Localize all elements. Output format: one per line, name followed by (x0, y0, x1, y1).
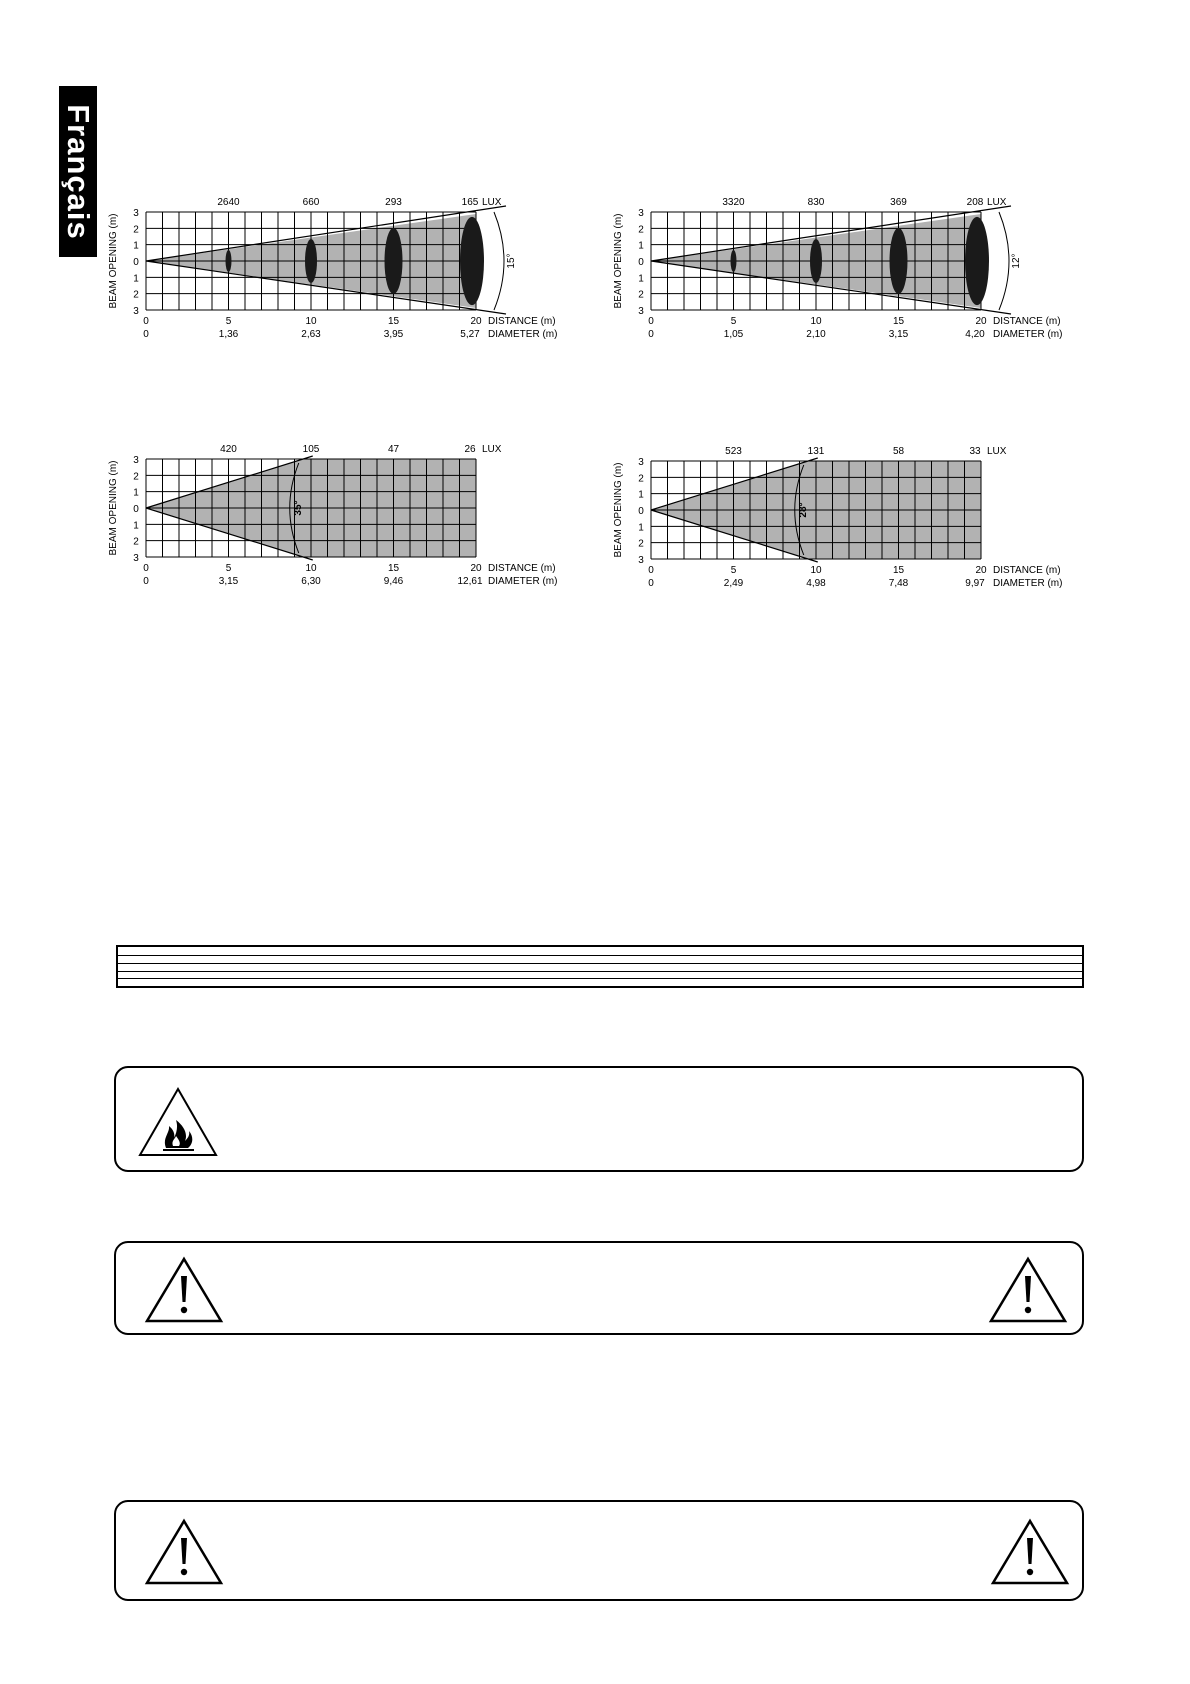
diameter-tick: 5,27 (460, 329, 480, 340)
distance-tick: 5 (730, 565, 737, 576)
y-tick-label: 1 (133, 520, 139, 532)
lux-value: 523 (725, 446, 742, 457)
beam-spot (226, 250, 232, 272)
diameter-tick: 9,46 (383, 576, 404, 587)
diameter-tick: 0 (648, 578, 654, 589)
exclamation-warning-icon (988, 1256, 1068, 1324)
diameter-tick: 4,20 (965, 329, 985, 340)
y-axis-label: BEAM OPENING (m) (613, 462, 624, 558)
lux-value: 165 (461, 197, 479, 208)
lux-value: 47 (387, 444, 400, 455)
caution-box-1 (114, 1241, 1084, 1335)
beam-chart-28deg (613, 443, 1083, 595)
beam-angle-label: 28° (797, 502, 809, 518)
diameter-label: DIAMETER (m) (488, 329, 558, 340)
beam-angle-label: 12° (1011, 253, 1022, 269)
y-tick-label: 1 (133, 487, 139, 499)
beam-angle-label: 35° (292, 500, 304, 516)
y-tick-label: 1 (133, 240, 139, 252)
y-tick-label: 2 (638, 473, 644, 485)
y-tick-label: 1 (638, 522, 644, 534)
y-axis-label: BEAM OPENING (m) (613, 213, 624, 309)
beam-spot (890, 228, 908, 294)
diameter-label: DIAMETER (m) (993, 329, 1063, 340)
lux-value: 660 (302, 197, 320, 208)
beam-spot (460, 217, 484, 305)
y-tick-label: 3 (133, 455, 139, 466)
angle-arc (494, 212, 504, 310)
beam-chart-svg (613, 194, 1083, 346)
distance-tick: 15 (892, 565, 905, 576)
distance-tick: 10 (305, 563, 317, 574)
distance-tick: 15 (892, 316, 905, 327)
distance-label: DISTANCE (m) (488, 563, 556, 574)
beam-spot (731, 250, 737, 272)
y-axis-label: BEAM OPENING (m) (108, 213, 119, 309)
empty-table-strip (116, 945, 1084, 988)
y-tick-label: 3 (638, 208, 644, 219)
distance-tick: 15 (387, 316, 400, 327)
distance-tick: 0 (143, 563, 149, 574)
lux-value: 3320 (722, 197, 745, 208)
diameter-tick: 0 (143, 329, 149, 340)
lux-value: 26 (464, 444, 476, 455)
distance-tick: 5 (730, 316, 737, 327)
beam-chart-12deg (613, 194, 1083, 346)
beam-spot (305, 239, 317, 283)
distance-label: DISTANCE (m) (488, 316, 556, 327)
diameter-tick: 7,48 (888, 578, 909, 589)
diameter-tick: 3,15 (218, 576, 239, 587)
distance-tick: 0 (143, 316, 149, 327)
diameter-tick: 12,61 (457, 576, 483, 587)
beam-spot (965, 217, 989, 305)
diameter-tick: 1,36 (218, 329, 239, 340)
y-tick-label: 2 (638, 289, 644, 301)
distance-tick: 20 (470, 316, 482, 327)
lux-unit: LUX (482, 197, 502, 208)
distance-tick: 10 (810, 565, 822, 576)
beam-spot (810, 239, 822, 283)
beam-chart-svg (108, 441, 578, 593)
lux-value: 33 (969, 446, 981, 457)
y-tick-label: 2 (133, 289, 139, 301)
y-tick-label: 0 (638, 506, 644, 517)
diameter-tick: 2,49 (723, 578, 744, 589)
diameter-tick: 4,98 (806, 578, 826, 589)
exclamation-warning-icon (990, 1518, 1070, 1586)
beam-chart-svg (613, 443, 1083, 595)
beam-angle-label: 15° (506, 253, 517, 269)
y-tick-label: 2 (638, 538, 644, 550)
diameter-tick: 3,15 (888, 329, 909, 340)
y-tick-label: 2 (133, 471, 139, 483)
lux-value: 58 (892, 446, 905, 457)
diameter-tick: 2,10 (806, 329, 826, 340)
y-tick-label: 0 (133, 504, 139, 515)
diameter-label: DIAMETER (m) (993, 578, 1063, 589)
distance-tick: 20 (975, 565, 987, 576)
beam-chart-svg (108, 194, 578, 346)
flammable-warning-icon (136, 1086, 220, 1158)
diameter-tick: 9,97 (965, 578, 985, 589)
beam-chart-15deg (108, 194, 578, 346)
exclamation-warning-icon (144, 1256, 224, 1324)
distance-label: DISTANCE (m) (993, 316, 1061, 327)
diameter-tick: 0 (648, 329, 654, 340)
y-tick-label: 1 (133, 273, 139, 285)
lux-unit: LUX (987, 446, 1007, 457)
y-tick-label: 3 (133, 306, 139, 317)
y-tick-label: 3 (638, 457, 644, 468)
y-tick-label: 1 (638, 273, 644, 285)
diameter-tick: 1,05 (723, 329, 744, 340)
language-tab-label: Français (61, 103, 97, 240)
lux-value: 420 (220, 444, 237, 455)
diameter-tick: 3,95 (383, 329, 404, 340)
distance-tick: 5 (225, 316, 232, 327)
diameter-tick: 2,63 (301, 329, 321, 340)
y-tick-label: 3 (638, 555, 644, 566)
distance-tick: 5 (225, 563, 232, 574)
diameter-tick: 0 (143, 576, 149, 587)
lux-unit: LUX (987, 197, 1007, 208)
distance-tick: 0 (648, 316, 654, 327)
y-tick-label: 3 (133, 553, 139, 564)
angle-arc (999, 212, 1009, 310)
flammable-warning-box (114, 1066, 1084, 1172)
diameter-tick: 6,30 (301, 576, 321, 587)
beam-chart-35deg (108, 441, 578, 593)
language-tab (59, 86, 97, 257)
lux-value: 293 (385, 197, 402, 208)
caution-box-2 (114, 1500, 1084, 1601)
lux-value: 369 (890, 197, 907, 208)
y-tick-label: 3 (133, 208, 139, 219)
distance-tick: 20 (470, 563, 482, 574)
lux-value: 208 (966, 197, 984, 208)
diameter-label: DIAMETER (m) (488, 576, 558, 587)
distance-tick: 15 (387, 563, 400, 574)
y-tick-label: 2 (133, 536, 139, 548)
y-tick-label: 2 (638, 224, 644, 236)
y-tick-label: 1 (638, 240, 644, 252)
y-axis-label: BEAM OPENING (m) (108, 460, 119, 556)
lux-value: 830 (807, 197, 825, 208)
lux-value: 105 (302, 444, 320, 455)
y-tick-label: 0 (133, 257, 139, 268)
y-tick-label: 2 (133, 224, 139, 236)
beam-spot (385, 228, 403, 294)
distance-tick: 10 (305, 316, 317, 327)
lux-value: 131 (807, 446, 825, 457)
y-tick-label: 0 (638, 257, 644, 268)
distance-tick: 10 (810, 316, 822, 327)
distance-tick: 20 (975, 316, 987, 327)
exclamation-warning-icon (144, 1518, 224, 1586)
lux-unit: LUX (482, 444, 502, 455)
distance-tick: 0 (648, 565, 654, 576)
y-tick-label: 1 (638, 489, 644, 501)
distance-label: DISTANCE (m) (993, 565, 1061, 576)
y-tick-label: 3 (638, 306, 644, 317)
lux-value: 2640 (217, 197, 240, 208)
